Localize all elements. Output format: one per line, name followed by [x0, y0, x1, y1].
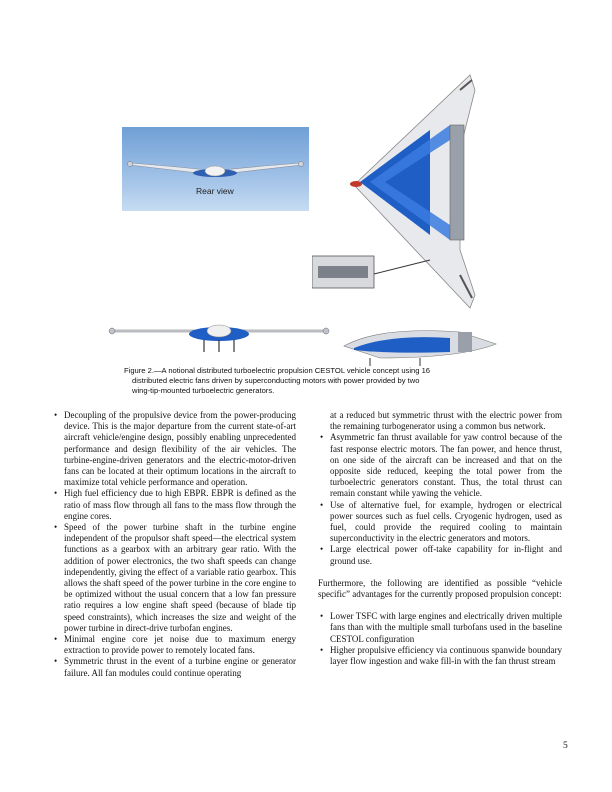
- list-item: • Lower TSFC with large engines and electrically driven multiple fans than with the multiple small turbofans used in the baseline CESTOL configuration: [318, 611, 562, 645]
- page-number: 5: [563, 741, 568, 751]
- list-item: • Large electrical power off-take capability for in-flight and ground use.: [318, 544, 562, 566]
- caption-line-1: Figure 2.—A notional distributed turboelectric propulsion CESTOL vehicle concept using 16: [124, 366, 431, 375]
- engine-inset-image: [312, 254, 432, 290]
- right-column: [318, 410, 562, 667]
- caption-line-3: wing-tip-mounted turboelectric generators.: [132, 385, 275, 395]
- front-view-aircraft-drawing: [108, 320, 330, 362]
- rear-view-aircraft-drawing: [122, 127, 309, 211]
- list-item: • Symmetric thrust in the event of a turbine engine or generator failure. All fan modules could continue operating: [52, 656, 296, 678]
- list-item: • Speed of the power turbine shaft in the turbine engine independent of the propulsor shaft speed—the electrical system functions as a gearbox with an arbitrary gear ratio. With the addition of power electronics, the two shaft speeds can change independently, giving the effect of a variable ratio gearbox. This allows the shaft speed of the power turbine in the core engine to be optimized without the usual concern that a low fan pressure ratio requires a low engine shaft speed (because of blade tip speed constraints), which increases the size and weight of the power turbine in direct-drive turbofan engines.: [52, 522, 296, 634]
- left-column: [52, 410, 296, 679]
- figure-caption: [124, 366, 496, 395]
- perspective-view-aircraft-drawing: [340, 318, 500, 368]
- body-paragraph: Furthermore, the following are identified as possible “vehicle specific” advantages for the currently proposed propulsion concept:: [318, 577, 562, 600]
- list-item: • Decoupling of the propulsive device from the power-producing device. This is the major departure from the current state-of-art aircraft vehicle/engine design, possibly enabling unprecedented performance and design flexibility of the air vehicles. The turbine-engine-driven generators and the electric-motor-driven fans can be located at their optimum locations in the aircraft to maximize total vehicle performance and operation.: [52, 410, 296, 488]
- list-item: • Higher propulsive efficiency via continuous spanwide boundary layer flow ingestion and wake fill-in with the fan thrust stream: [318, 645, 562, 667]
- list-item: • Use of alternative fuel, for example, hydrogen or electrical power sources such as fuel cells. Cryogenic hydrogen, used as fuel, could provide the required cooling to maintain superconductivity in the electric generators and motors.: [318, 500, 562, 545]
- rear-view-label: Rear view: [196, 186, 234, 196]
- rear-view-image: [122, 127, 309, 211]
- list-item: • High fuel efficiency due to high EBPR. EBPR is defined as the ratio of mass flow through all fans to the mass flow through the engine cores.: [52, 488, 296, 522]
- continuation-text: at a reduced but symmetric thrust with the electric power from the remaining turbogenerator using a common bus network.: [330, 410, 562, 432]
- list-item: • Asymmetric fan thrust available for yaw control because of the fast response electric motors. The fan power, and hence thrust, on one side of the aircraft can be increased and that on the opposite side reduced, keeping the total power from the turboelectric generators constant. Thus, the total thrust can remain constant while yawing the vehicle.: [318, 432, 562, 499]
- list-item: • Minimal engine core jet noise due to maximum energy extraction to provide power to remotely located fans.: [52, 634, 296, 656]
- caption-line-2: distributed electric fans driven by superconducting motors with power provided by two: [132, 375, 420, 385]
